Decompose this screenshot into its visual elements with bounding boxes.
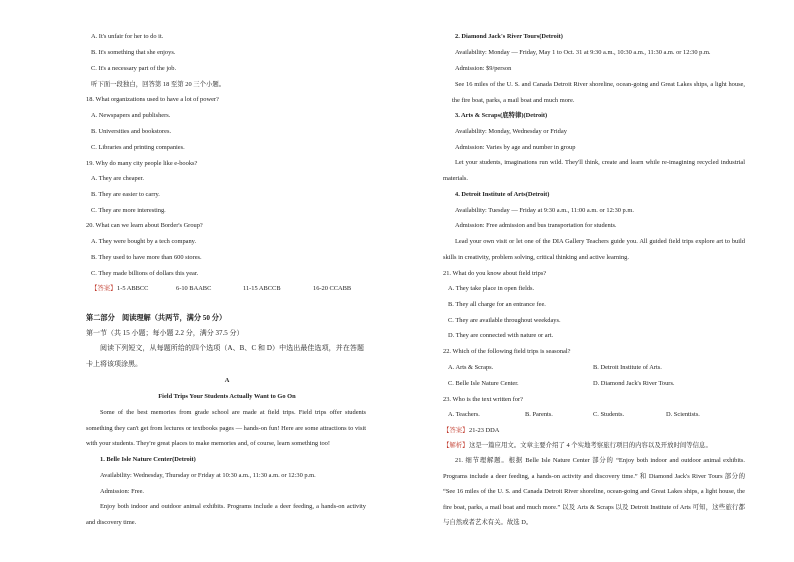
site-2-admission: Admission: $9/person [455,65,512,72]
answer-21-23: 21-23 DDA [469,427,500,434]
analysis-tag: 【解析】 [443,442,469,449]
q21-option-a: A. They take place in open fields. [448,285,535,292]
site-2-availability: Availability: Monday — Friday, May 1 to Oct. 31 at 9:30 a.m., 10:30 a.m., 11:30 a.m. or 12:30 p.m. [455,49,711,56]
answer-1-5: 1-5 ABBCC [117,285,149,292]
site-1-availability: Availability: Wednesday, Thursday or Friday at 10:30 a.m., 11:30 a.m. or 12:30 p.m. [100,472,316,479]
q23-option-b: B. Parents. [525,411,553,418]
q20-option-a: A. They were bought by a tech company. [91,238,197,245]
q21-option-c: C. They are available throughout weekdays. [448,317,561,324]
answer-tag-right: 【答案】 [443,427,469,434]
analysis-text: 这是一篇应用文。文章主要介绍了 4 个实地考察旅行项目的内容以及开放时间等信息。 [469,442,712,449]
question-19: 19. Why do many city people like e-books? [86,160,198,167]
q19-option-b: B. They are easier to carry. [91,191,160,198]
question-23: 23. Who is the text written for? [443,396,523,403]
q18-option-c: C. Libraries and printing companies. [91,144,185,151]
section1-title: 第一节（共 15 小题；每小题 2.2 分，满分 37.5 分） [86,329,244,337]
q22-option-b: B. Detroit Institute of Arts. [593,364,662,371]
listening-instruction: 听下面一段独白，回答第 18 至第 20 三个小题。 [91,81,226,88]
answer-6-10: 6-10 BAABC [176,285,212,292]
passage-intro: Some of the best memories from grade school are made at field trips. Field trips offer students something they can't get from lectures or textbooks pages — hands-on fun! Here are some attractions to visit with your students. They're great places to make memories and, of course, learn something too! [86,409,366,448]
site-1-title: 1. Belle Isle Nature Center(Detroit) [100,456,196,463]
q23-option-a: A. Teachers. [448,411,480,418]
part2-title: 第二部分 阅读理解（共两节，满分 50 分） [86,314,227,322]
question-18: 18. What organizations used to have a lot of power? [86,96,219,103]
detail-explanation: 21. 细节理解题。根据 Belle Isle Nature Center 部分的 “Enjoy both indoor and outdoor animal exhibits. Programs include a deer feeding, a hands-on activity and discovery time.” 和 Diamond Jack's River Tours 部分的 “See 16 miles of the U. S. and Canada Detroit River shoreline, ocean-going and Great Lakes ships, a light house, the fire boat, parks, a mail boat and much more.” 以及 Arts & Scraps 以及 Detroit Institute of Arts 可知，这些旅行都与自然或者艺术有关。故选 D。 [443,457,745,527]
question-21: 21. What do you know about field trips? [443,270,547,277]
q23-option-c: C. Students. [593,411,625,418]
answer-11-15: 11-15 ABCCB [243,285,281,292]
section1-instruction: 阅读下列短文，从每题所给的四个选项（A、B、C 和 D）中选出最佳选项，并在答题卡上将该项涂黑。 [86,344,364,368]
site-4-description: Lead your own visit or let one of the DIA Gallery Teachers guide you. All guided field trips explore art to build skills in creativity, problem solving, critical thinking and active learning. [443,238,745,261]
q23-option-d: D. Scientists. [666,411,700,418]
site-3-description: Let your students, imaginations run wild. They'll think, create and learn while re-imagining recycled industrial materials. [443,159,745,182]
answer-tag: 【答案】 [91,285,117,292]
site-4-availability: Availability: Tuesday — Friday at 9:30 a.m., 11:00 a.m. or 12:30 p.m. [455,207,634,214]
q22-option-a: A. Arts & Scraps. [448,364,494,371]
site-2-description: See 16 miles of the U. S. and Canada Detroit River shoreline, ocean-going and Great Lakes ships, a light house, the fire boat, parks, a mail boat and much more. [452,81,745,104]
question-20: 20. What can we learn about Border's Group? [86,222,203,229]
q17-option-b: B. It's something that she enjoys. [91,49,176,56]
q17-option-a: A. It's unfair for her to do it. [91,33,164,40]
site-1-description: Enjoy both indoor and outdoor animal exhibits. Programs include a deer feeding, a hands-on activity and discovery time. [86,503,366,526]
q22-option-c: C. Belle Isle Nature Center. [448,380,519,387]
site-2-title: 2. Diamond Jack's River Tours(Detroit) [455,33,563,40]
site-3-availability: Availability: Monday, Wednesday or Friday [455,128,567,135]
q22-option-d: D. Diamond Jack's River Tours. [593,380,675,387]
q18-option-b: B. Universities and bookstores. [91,128,172,135]
q18-option-a: A. Newspapers and publishers. [91,112,171,119]
q20-option-c: C. They made billions of dollars this year. [91,270,199,277]
q19-option-a: A. They are cheaper. [91,175,144,182]
q19-option-c: C. They are more interesting. [91,207,166,214]
site-4-admission: Admission: Free admission and bus transportation for students. [455,222,617,229]
q20-option-b: B. They used to have more than 600 stores. [91,254,202,261]
question-22: 22. Which of the following field trips is seasonal? [443,348,571,355]
q21-option-b: B. They all charge for an entrance fee. [448,301,546,308]
site-3-title: 3. Arts & Scraps(底特律)(Detroit) [455,112,548,119]
site-1-admission: Admission: Free. [100,488,145,495]
site-4-title: 4. Detroit Institute of Arts(Detroit) [455,191,550,198]
passage-title: Field Trips Your Students Actually Want to Go On [158,393,296,400]
passage-letter: A [224,377,230,384]
site-3-admission: Admission: Varies by age and number in group [455,144,576,151]
q21-option-d: D. They are connected with nature or art. [448,332,554,339]
q17-option-c: C. It's a necessary part of the job. [91,65,177,72]
answer-16-20: 16-20 CCABB [313,285,352,292]
